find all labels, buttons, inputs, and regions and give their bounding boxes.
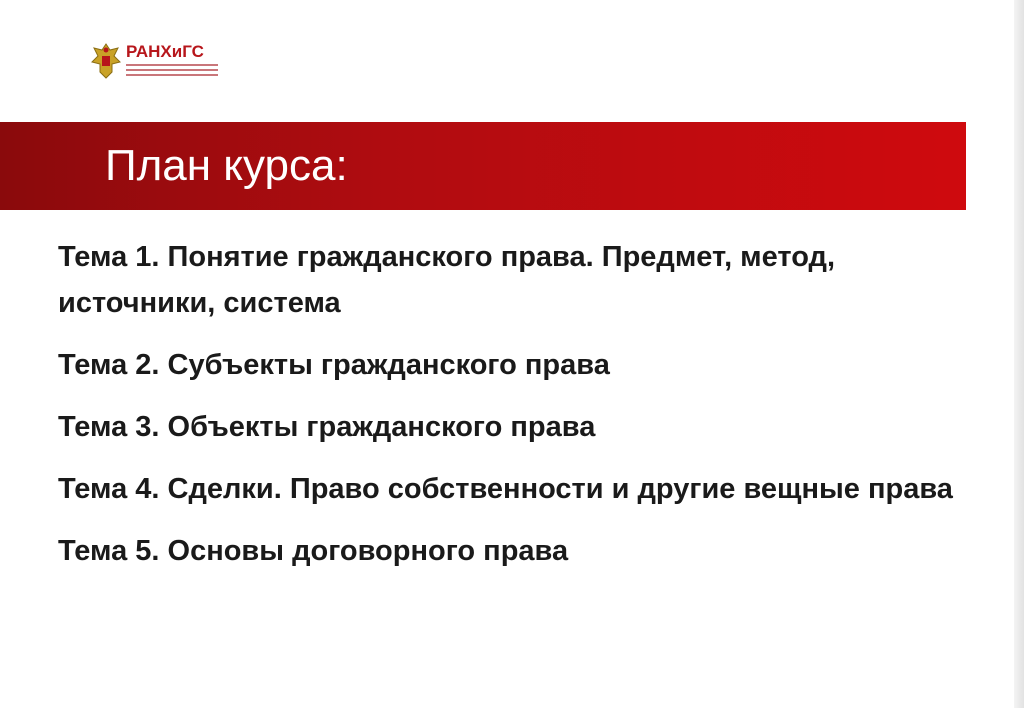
topic-item: Тема 1. Понятие гражданского права. Предмет, метод, источники, система (58, 241, 835, 319)
topic-list (58, 234, 998, 590)
title-band (0, 122, 966, 210)
topic-item: Тема 4. Сделки. Право собственности и другие вещные права (58, 473, 953, 505)
logo-subtitle-lines (126, 64, 218, 79)
ranepa-logo (90, 42, 220, 82)
eagle-emblem-icon (90, 42, 122, 82)
topic-item: Тема 3. Объекты гражданского права (58, 411, 596, 443)
logo-name: РАНХиГС (126, 42, 204, 61)
slide-title: План курса: (105, 141, 348, 190)
topic-item: Тема 2. Субъекты гражданского права (58, 349, 610, 381)
topic-item: Тема 5. Основы договорного права (58, 535, 569, 567)
